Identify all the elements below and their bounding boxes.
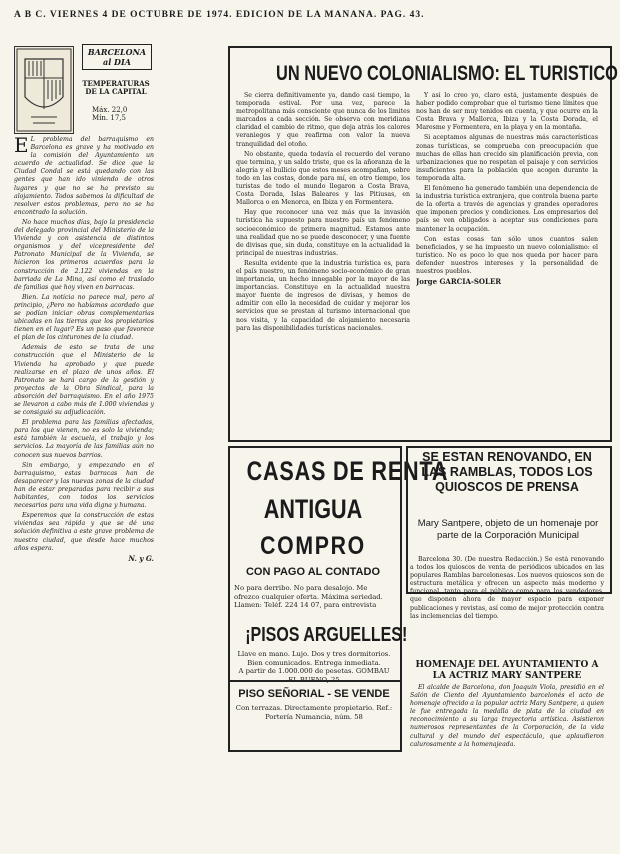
paragraph: Sin embargo, y empezando en el barraquismo, estas barracas han de desaparecer y las nuevas zonas de la ciudad han de estar preparadas para recibir a sus habitantes, con todos los servicios necesarios para una vida digna y humana. (14, 461, 154, 510)
paragraph: Resulta evidente que la industria turística es, para el país nuestro, un fenómeno socio-económico de gran importancia, un hecho innegable por la mayor de las importancias. Constituye en la actualidad nuestra mayor fuente de ingresos de divisas, y hemos de admitir con ello la necesidad de cuidar y mejorar los servicios que se prestan al turismo internacional que nos visita, y la capacidad de alojamiento necesaria para las disponibilidades turísticas nacionales. (236, 259, 410, 332)
badge-line-1: BARCELONA (87, 47, 147, 57)
badge-line-2: al DIA (103, 57, 131, 67)
right-article-body (410, 556, 604, 656)
ad-pisos-title: ¡PISOS ARGUELLES! (245, 624, 408, 646)
ad-divider (228, 680, 400, 682)
signature: N. y G. (128, 553, 154, 563)
right-headline: SE ESTAN RENOVANDO, EN LAS RAMBLAS, TODOS LOS QUIOSCOS DE PRENSA (421, 450, 593, 494)
paragraph: No hace muchos días, bajo la presidencia del delegado provincial del Ministerio de la Vivienda y con asistencia de distintos organismos y del vicepresidente del Patronato Municipal de la Vivienda, se hicieron los primeros acuerdos para la construcción de 2.122 viviendas en la barriada de La Mina, así como el traslado de familias que hoy viven en barracas. (14, 218, 154, 291)
temp-min: Mín. 17,5 (92, 114, 126, 122)
ad-pisos-price: A partir de 1.000.000 de pesetas. GOMBAU EL BUENO, 25 (238, 667, 390, 684)
ad-casas-title: CASAS DE RENTA (246, 456, 449, 486)
paragraph: Bien. La noticia no parece mal, pero al principio, ¿Pero no habíamos acordado que se podían iniciar obras complementarias ubicadas en las tierras que los propietarios tienen en el lugar? Es un paso que favorece el plan de los cinturones de la ciudad. (14, 293, 154, 342)
paragraph: El fenómeno ha generado también una dependencia de la industria turística extranjera, que controla buena parte de la oferta a través de agencias y grandes operadores que imponen precios y condiciones. Los empresarios del país se ven obligados a aceptar sus condiciones para mantener la ocupación. (416, 185, 598, 233)
paragraph: Barcelona 30. (De nuestra Redacción.) Se está renovando a todos los quioscos de venta de periódicos ubicados en las populares Ramblas barcelonesas. Los nuevos quioscos son de estructura metálica y ofrecen un aspecto más moderno y funcional, tanto para el público como para los vendedores, que disponen ahora de mayor espacio para exponer publicaciones y revistas, así como de mejor protección contra las inclemencias del tiempo. (410, 556, 604, 620)
paragraph: Hay que reconocer una vez más que la invasión turística ha supuesto para nuestro país un fenómeno socioeconómico de primera magnitud. Estamos ante una realidad que no se puede desconocer, y una fuente de divisas que, sin duda, constituye en la actualidad la principal de nuestras industrias. (236, 209, 410, 257)
paragraph: Esperemos que la construcción de estas viviendas sea rápida y que se dé una solución definitiva a este grave problema de nuestra ciudad, que desde hace muchos años espera. (14, 512, 154, 552)
paragraph: No obstante, queda todavía el recuerdo del verano que termina, y un saldo triste, que es la añoranza de la alegría y el bullicio que estos meses acompañan, sobre todo en las costas, donde para mí, en otro tiempo, los turistas de todo el mundo llegaron a Costa Brava, Costa Dorada, Islas Baleares y las Pitiusas, en Mallorca o en Menorca, en Ibiza y en Formentera. (236, 150, 410, 207)
main-signature: Jorge GARCIA-SOLER (416, 277, 502, 287)
section-badge (82, 44, 152, 70)
temperature-values (92, 106, 148, 122)
lead-paragraph: L problema del barraquismo en Barcelona es grave y ha motivado en la comisión del Ayuntamiento un acuerdo de actualidad. Se dice que la Ciudad Condal se está quedando con las gentes que han ido viniendo de otros lugares y que no se ha previsto su alojamiento. Todos sabemos la dificultad de resolver estos problemas, pero no se ha encontrado la solución. (14, 136, 154, 216)
ad-pisos-description: Llave en mano. Lujo. Dos y tres dormitorios. Bien comunicados. Entrega inmediata. (237, 650, 391, 667)
ad-casas-subtitle: ANTIGUA (263, 494, 363, 524)
ad-casas-tagline: CON PAGO AL CONTADO (245, 566, 381, 578)
running-head: A B C. VIERNES 4 DE OCTUBRE DE 1974. EDICION DE LA MAÑANA. PAG. 43. (14, 10, 425, 20)
paragraph: Y así lo creo yo, claro está, justamente después de haber podido comprobar que el turismo tiene límites que nos han de ser muy tenidos en cuenta, y que ocurre en la Costa Brava y Mallorca, Ibiza y la Costa Dorada, el Maresme y Formentera, en la playa y en la montaña. (416, 92, 598, 132)
ad-pisos-body (234, 650, 394, 684)
paragraph: Con estas cosas tan sólo unos cuantos salen beneficiados, y se ha impuesto un nuevo colonialismo: el turístico. No es poco lo que nos queda por hacer para defender nuestros intereses y la personalidad de nuestros pueblos. (416, 235, 598, 275)
drop-cap: E (14, 136, 29, 157)
paragraph: El alcalde de Barcelona, don Joaquín Viola, presidió en el Salón de Ciento del Ayuntamiento barcelonés el acto de homenaje ofrecido a la popular actriz Mary Santpere, a quien le fue entregada la medalla de plata de la ciudad en reconocimiento a su larga trayectoria artística. Asistieron numerosos representantes de la Corporación, de la vida cultural y del mundo del espectáculo, que aplaudieron calurosamente a la homenajeada. (410, 684, 604, 748)
paragraph: Además de esto se trata de una construcción que el Ministerio de la Vivienda ha aprobado y que puede realizarse en el plazo de unos años. El Patronato se hará cargo de la gestión y proyectos de la Obra Sindical, para la absorción del barraquismo. En el año 1975 se llevaron a cabo más de 1.000 viviendas y se consiguió su adjudicación. (14, 344, 154, 417)
ad-senorial-body: Con terrazas. Directamente propietario. Ref.: Portería Numancia, núm. 58 (235, 704, 393, 721)
ad-senorial-title: PISO SEÑORIAL - SE VENDE (238, 688, 390, 700)
paragraph: El problema para las familias afectadas, para los que vienen, no es solo la vivienda; está también la escuela, el trabajo y los servicios. La mayoría de las familias aún no conocen sus nuevos barrios. (14, 419, 154, 459)
main-article-column-1 (236, 92, 410, 422)
paragraph: Si aceptamos algunas de nuestras más características zonas turísticas, se comprueba con preocupación que muchas de ellas han crecido sin planificación previa, con urbanizaciones que no respetan el paisaje y con servicios insuficientes para la población que acogen durante la temporada alta. (416, 134, 598, 182)
barcelona-coat-of-arms-icon (14, 46, 74, 134)
left-column-article (14, 136, 154, 836)
homenaje-body (410, 684, 604, 844)
paragraph: Se cierra definitivamente ya, dando casi tiempo, la temporada estival. Por una vez, parece la metropolitana más consciente que nunca de los limites marcados a cada sección. Se observa con meridiana claridad el cambio de ritmo, que deja atrás los calores veraniegos y que reafirma con valor la nueva tranquilidad del otoño. (236, 92, 410, 148)
temperature-heading: TEMPERATURAS DE LA CAPITAL (82, 79, 150, 96)
main-headline: UN NUEVO COLONIALISMO: EL TURISTICO (276, 62, 618, 85)
temp-max: Máx. 22,0 (92, 106, 128, 114)
homenaje-headline: HOMENAJE DEL AYUNTAMIENTO A LA ACTRIZ MARY SANTPERE (415, 660, 599, 681)
right-subheadline: Mary Santpere, objeto de un homenaje por parte de la Corporación Municipal (417, 518, 599, 541)
main-article-column-2 (416, 92, 598, 424)
ad-casas-body: No para derribo. No para desalojo. Me ofrezco cualquier oferta. Máxima seriedad. Llamen: Teléf. 224 14 07, para entrevista (234, 584, 383, 609)
ad-casas-action: COMPRO (260, 532, 366, 560)
